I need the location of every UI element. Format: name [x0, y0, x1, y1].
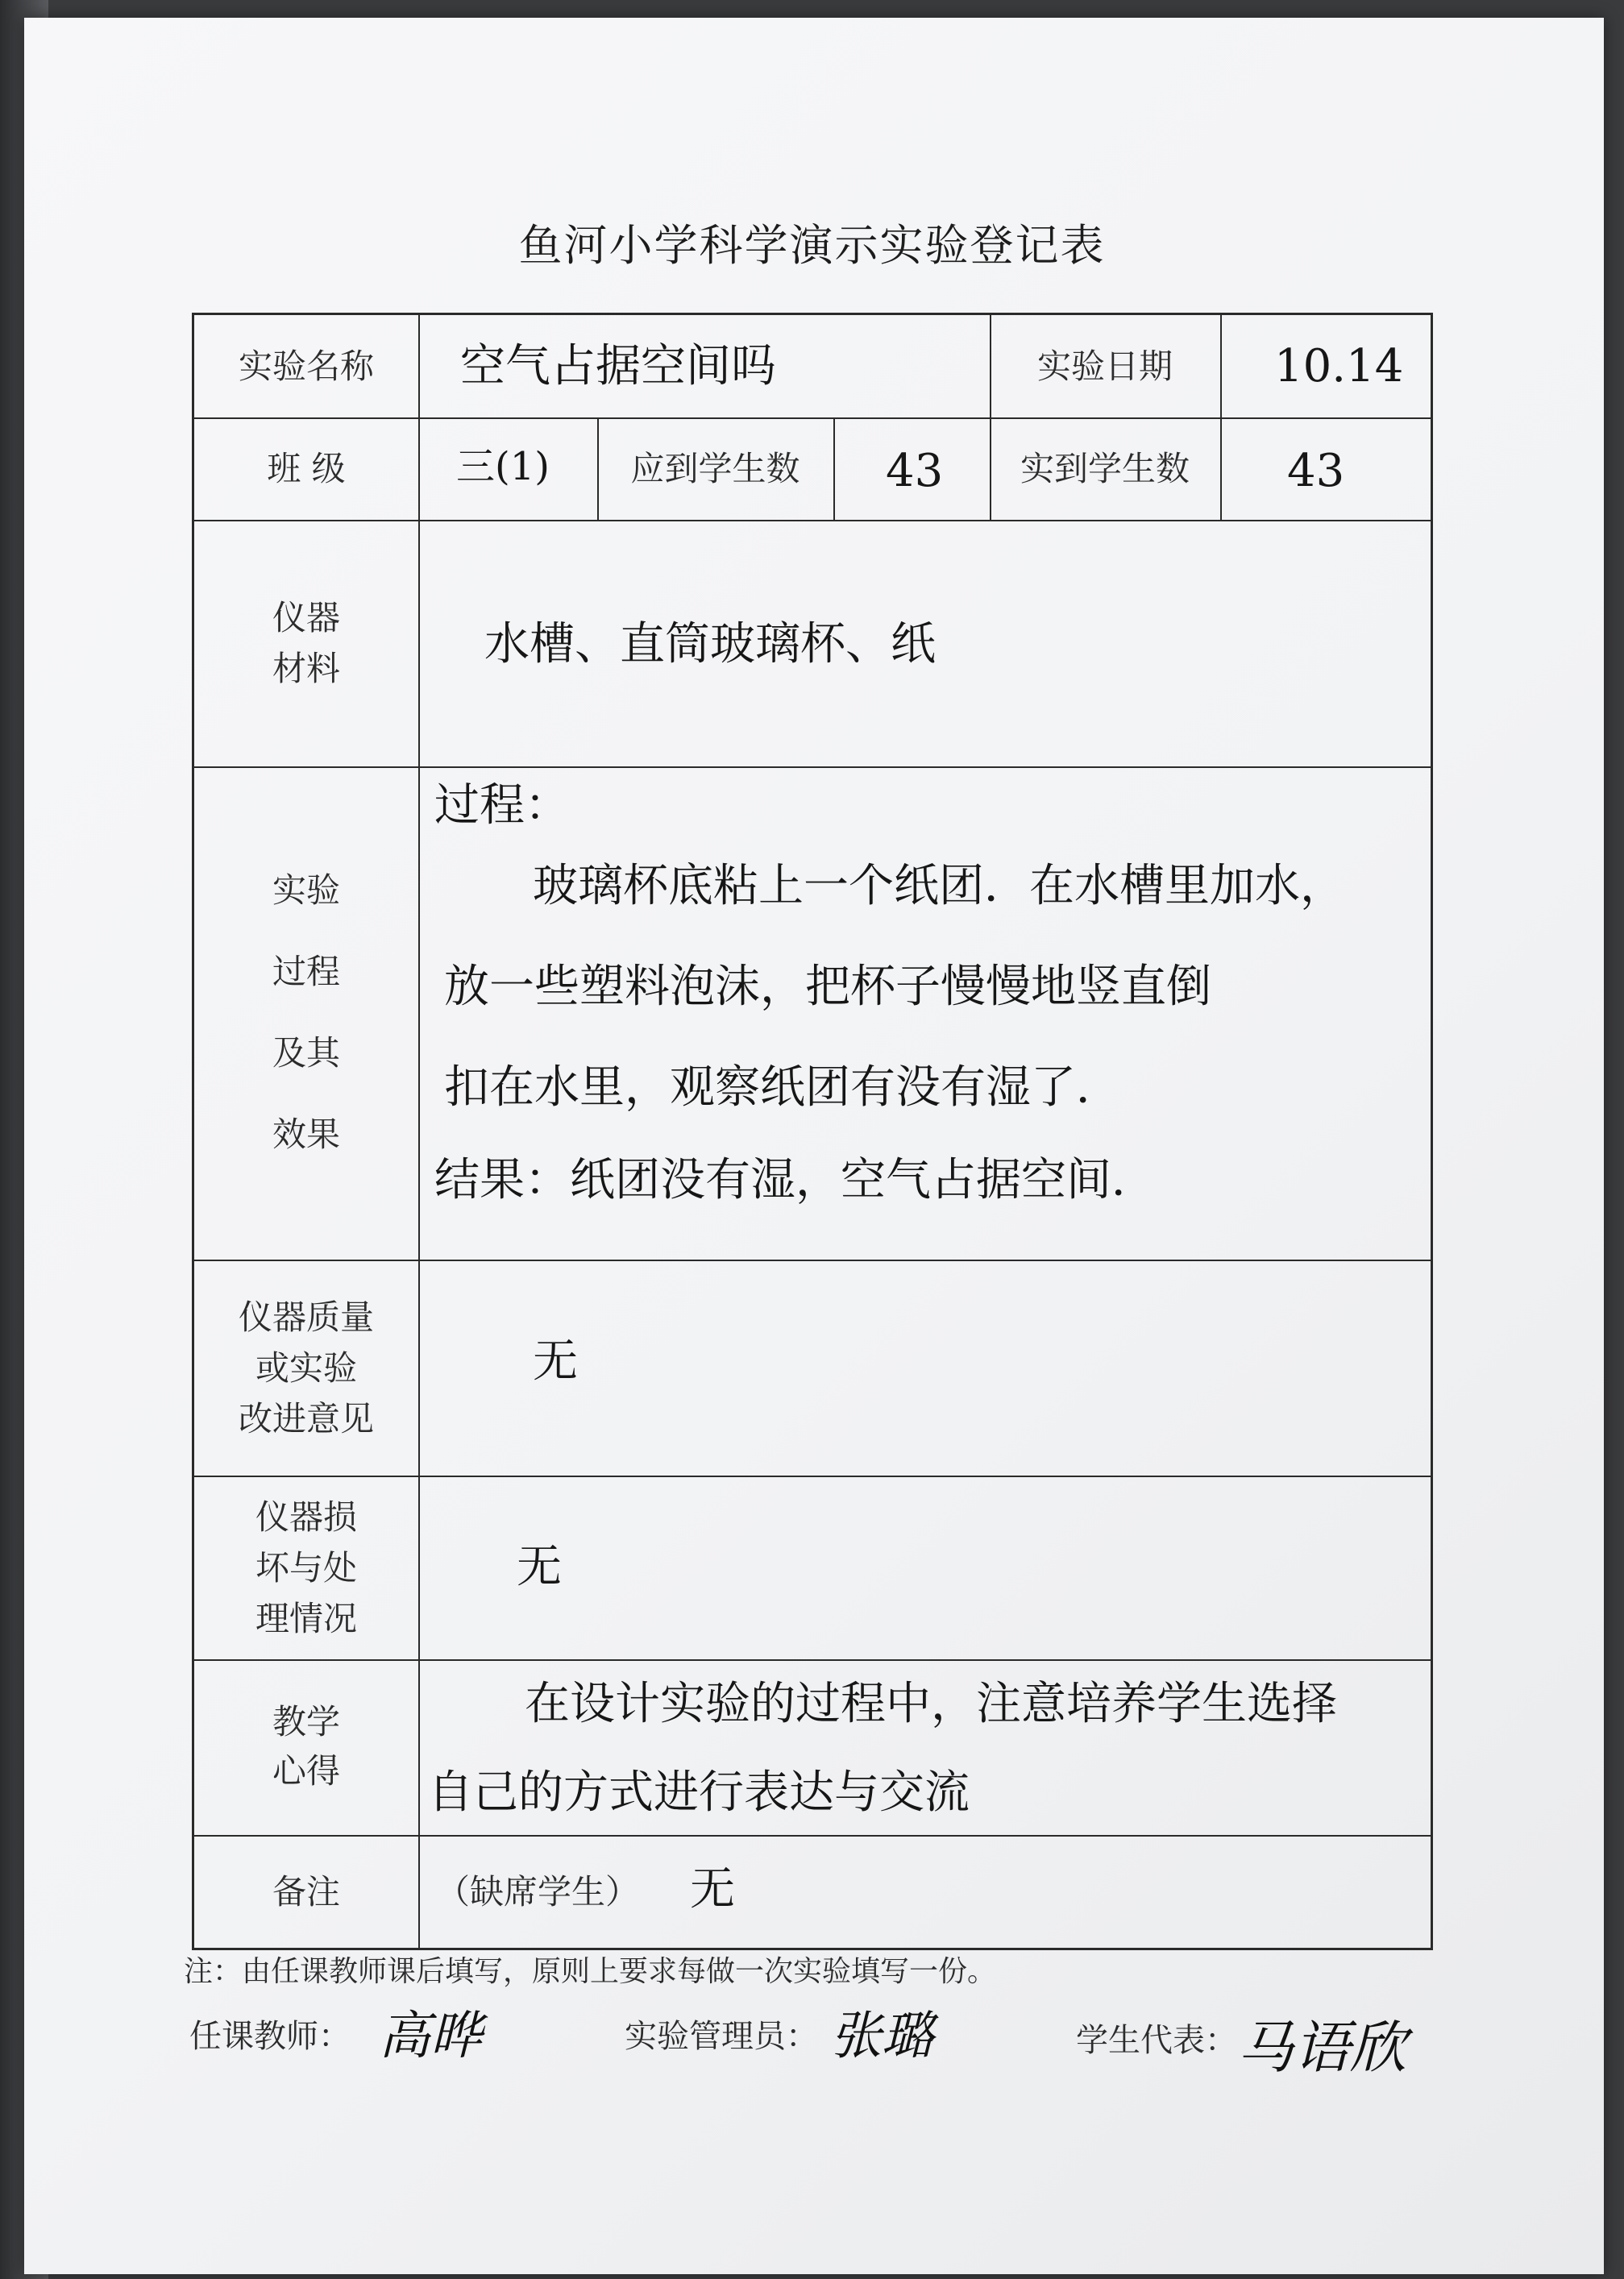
value-expected-students: 43 — [886, 445, 944, 497]
teacher-label: 任课教师： — [189, 2018, 351, 2055]
student-signature: 马语欣 — [1237, 2015, 1406, 2081]
col-divider — [418, 315, 420, 1948]
label-quality-line: 改进意见 — [238, 1398, 374, 1438]
value-experiment-date: 10.14 — [1274, 340, 1404, 392]
label-damage-line: 理情况 — [255, 1598, 357, 1638]
remarks-prefix: （缺席学生） — [436, 1871, 640, 1912]
label-damage — [194, 1476, 418, 1659]
process-line: 扣在水里，观察纸团有没有湿了． — [444, 1061, 1121, 1114]
footnote: 注：由任课教师课后填写，原则上要求每做一次实验填写一份。 — [184, 1955, 997, 1988]
label-quality-line: 仪器质量 — [238, 1297, 374, 1337]
admin-label: 实验管理员： — [625, 2018, 818, 2055]
col-divider — [833, 417, 835, 520]
label-quality — [194, 1260, 418, 1476]
process-result: 结果：纸团没有湿，空气占据空间． — [434, 1154, 1157, 1206]
label-teaching-line: 心得 — [272, 1751, 340, 1791]
value-damage: 无 — [517, 1541, 562, 1593]
label-remarks: 备注 — [272, 1871, 340, 1912]
teaching-line: 在设计实验的过程中，注意培养学生选择 — [525, 1678, 1337, 1730]
form-title: 鱼河小学科学演示实验登记表 — [518, 220, 1106, 271]
label-process-line: 实验 — [272, 870, 340, 911]
label-instruments — [194, 520, 418, 766]
registration-table — [192, 313, 1433, 1950]
process-heading: 过程： — [434, 779, 570, 832]
value-actual-students: 43 — [1287, 445, 1345, 497]
label-damage-line: 坏与处 — [255, 1547, 357, 1588]
value-experiment-name: 空气占据空间吗 — [460, 340, 776, 392]
label-damage-line: 仪器损 — [255, 1497, 357, 1537]
value-remarks: 无 — [690, 1863, 735, 1916]
label-instruments-line: 仪器 — [272, 598, 340, 637]
label-actual-students: 实到学生数 — [1020, 449, 1190, 488]
label-process — [194, 766, 418, 1260]
label-quality-line: 或实验 — [255, 1347, 357, 1388]
label-instruments-line: 材料 — [272, 649, 340, 688]
process-line: 放一些塑料泡沫，把杯子慢慢地竖直倒 — [444, 961, 1211, 1013]
teacher-signature: 高晔 — [379, 2007, 482, 2066]
col-divider — [1220, 315, 1222, 520]
teaching-line: 自己的方式进行表达与交流 — [428, 1766, 970, 1819]
label-teaching-line: 教学 — [272, 1702, 340, 1742]
value-instruments: 水槽、直筒玻璃杯、纸 — [484, 618, 936, 670]
label-experiment-name: 实验名称 — [238, 347, 374, 386]
label-process-line: 及其 — [272, 1033, 340, 1073]
process-line: 玻璃杯底粘上一个纸团．在水槽里加水， — [533, 860, 1345, 912]
label-process-line: 效果 — [272, 1114, 340, 1154]
label-class: 班 级 — [267, 449, 346, 488]
admin-signature: 张璐 — [830, 2007, 933, 2066]
label-expected-students: 应到学生数 — [630, 449, 800, 488]
value-class: 三(1) — [456, 444, 550, 489]
student-label: 学生代表： — [1076, 2022, 1237, 2059]
label-process-line: 过程 — [272, 952, 340, 992]
label-teaching — [194, 1659, 418, 1835]
value-quality: 无 — [533, 1335, 578, 1388]
label-experiment-date: 实验日期 — [1036, 347, 1173, 386]
